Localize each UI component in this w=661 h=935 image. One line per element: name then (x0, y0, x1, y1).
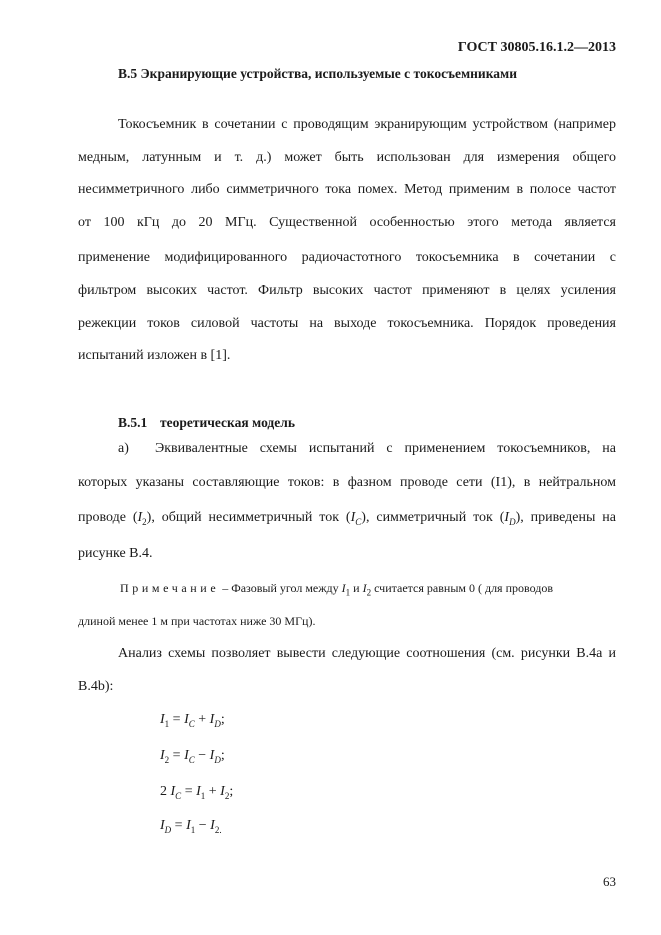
analysis-line: Анализ схемы позволяет вывести следующие соотношения (см. рисунки В.4а и (118, 646, 616, 661)
formula-4: $I_D = I_1 - I_{2.}$ (160, 818, 222, 835)
item-line: рисунке В.4. (78, 546, 153, 561)
formula-3: 2 $I_C = I_1 + I_2$; (160, 784, 234, 801)
item-line: Эквивалентные схемы испытаний с применением токосъемников, на (155, 441, 616, 456)
paragraph-line: Токосъемник в сочетании с проводящим экранирующим устройством (например (118, 117, 616, 132)
subsection-title: теоретическая модель (160, 415, 295, 430)
analysis-line: В.4b): (78, 679, 114, 694)
document-header: ГОСТ 30805.16.1.2—2013 (457, 40, 616, 55)
subsection-heading (118, 415, 295, 431)
paragraph-line: режекции токов силовой частоты на выходе токосъемника. Порядок проведения (78, 316, 616, 331)
note-label: Примечание (120, 581, 220, 595)
item-line: проводе $(I_2)$, общий несимметричный ток $(I_C)$, симметричный ток $(I_D)$, приведены на (78, 510, 616, 527)
paragraph-line: несимметричного либо симметричного тока помех. Метод применим в полосе частот (78, 182, 616, 197)
item-line: которых указаны составляющие токов: в фазном проводе сети (I1), в нейтральном (78, 475, 616, 490)
paragraph-line: фильтром высоких частот. Фильтр высоких частот применяют в целях усиления (78, 283, 616, 298)
page-number: 63 (603, 874, 616, 889)
note-line: длиной менее 1 м при частотах ниже 30 МГц). (78, 614, 316, 628)
paragraph-line: применение модифицированного радиочастотного токосъемника в сочетании с (78, 250, 616, 265)
formula-1: $I_1 = I_C + I_D$; (160, 712, 225, 729)
paragraph-line: испытаний изложен в [1]. (78, 348, 231, 363)
paragraph-line: медным, латунным и т. д.) может быть использован для измерения общего (78, 150, 616, 165)
paragraph-line: от 100 кГц до 20 МГц. Существенной особенностью этого метода является (78, 215, 616, 230)
section-title: В.5 Экранирующие устройства, используемые с токосъемниками (118, 66, 517, 81)
subsection-number: В.5.1 (118, 415, 148, 430)
note-line: Примечание – Фазовый угол между $I_1$ и $I_2$ считается равным 0 ( для проводов (120, 581, 554, 598)
item-marker: а) (118, 441, 129, 456)
formula-2: $I_2 = I_C - I_D$; (160, 748, 225, 765)
